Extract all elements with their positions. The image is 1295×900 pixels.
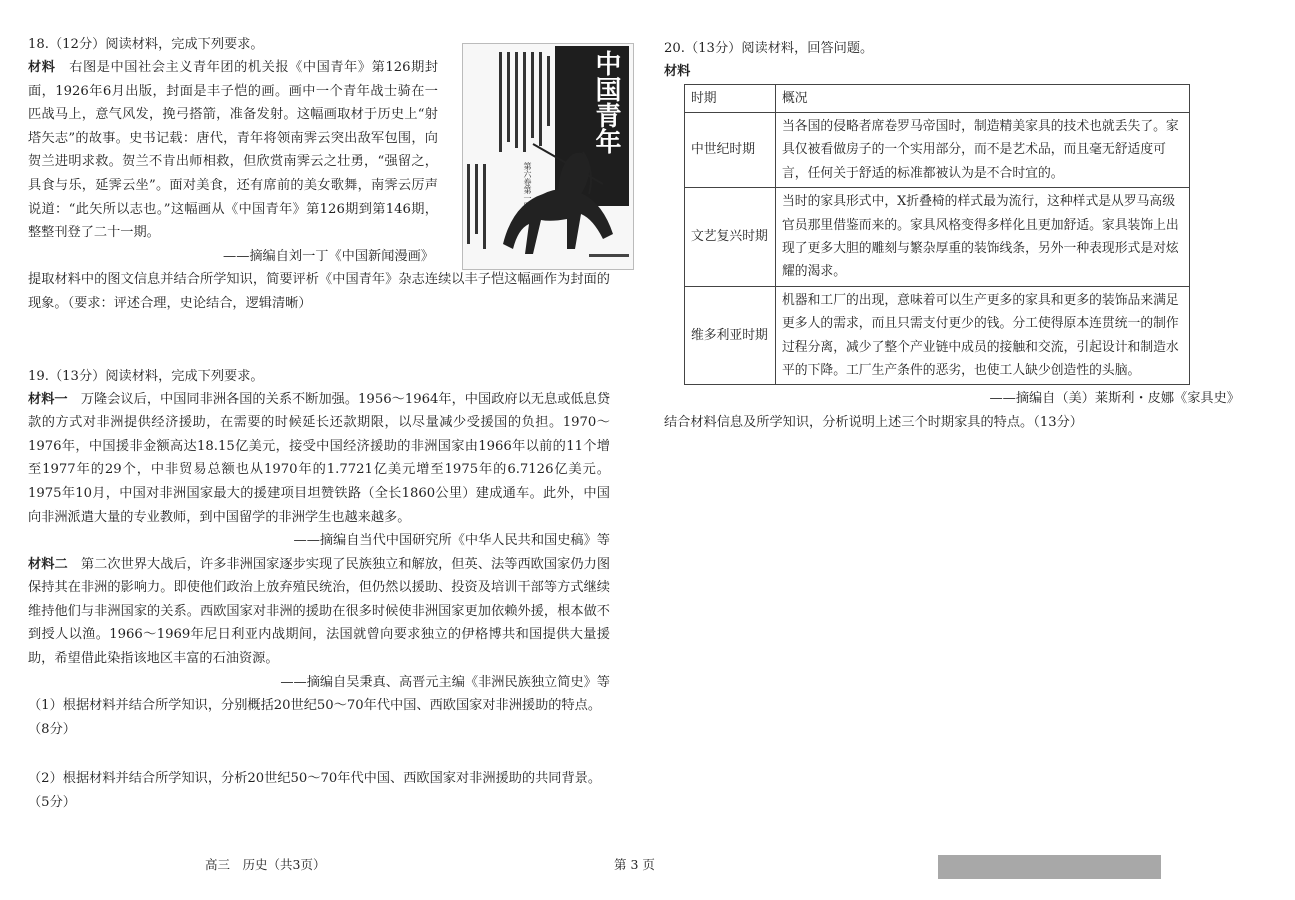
q19-m2-label: 材料二 [28, 556, 68, 572]
question-19 [28, 365, 610, 815]
q19-m2-body: 第二次世界大战后，许多非洲国家逐步实现了民族独立和解放，但英、法等西欧国家仍力图保持其在非洲的影响力。即使他们政治上放弃殖民统治，但仍然以援助、投资及培训干部等方式继续维持他们与非洲国家的关系。西欧国家对非洲的援助在很多时候使非洲国家更加依赖外援，根本做不到授人以渔。1966～1969年尼日利亚内战期间，法国就曾向要求独立的伊格博共和国提供大量援助，希望借此染指该地区丰富的石油资源。 [28, 556, 611, 667]
footer-subject: 高三 历史（共3页） [205, 857, 326, 872]
q19-material-2 [28, 553, 610, 671]
q18-material [28, 56, 438, 245]
q19-sub1-score: （8分） [28, 721, 76, 737]
table-cell-period: 维多利亚时期 [685, 286, 776, 385]
q18-task: 提取材料中的图文信息并结合所学知识，简要评析《中国青年》杂志连续以丰子恺这幅画作为封面的现象。（要求：评述合理，史论结合，逻辑清晰） [28, 272, 610, 311]
cover-issue: 第六卷第一號 [523, 162, 532, 210]
q18-heading: 18.（12分）阅读材料，完成下列要求。 [28, 37, 264, 52]
q18-material-body: 右图是中国社会主义青年团的机关报《中国青年》第126期封面，1926年6月出版，封面是丰子恺的画。画中一个青年战士骑在一匹战马上，意气风发，挽弓搭箭，准备发射。这幅画取材于历史上“射塔矢志”的故事。史书记载：唐代，青年将领南霁云突出敌军包围，向贺兰进明求救。贺兰不肯出师相救，但欣赏南霁云之壮勇，“强留之，具食与乐，延霁云坐”。面对美食，还有席前的美女歌舞，南霁云厉声说道：“此矢所以志也。”这幅画从《中国青年》第126期到第146期，整整刊登了二十一期。 [28, 60, 439, 241]
q19-m1-body: 万隆会议后，中国同非洲各国的关系不断加强。1956～1964年，中国政府以无息或低息贷款的方式对非洲提供经济援助，在需要的时候延长还款期限，以尽量减少受援国的负担。1970～1976年，中国援非金额高达18.15亿美元，接受中国经济援助的非洲国家由1966年以前的11个增至1977年的29个，中非贸易总额也从1970年的1.7721亿美元增至1975年的6.7126亿美元。1975年10月，中国对非洲国家最大的援建项目坦赞铁路（全长1860公里）建成通车。此外，中国向非洲派遣大量的专业教师，到中国留学的非洲学生也越来越多。 [28, 391, 611, 525]
q20-heading: 20.（13分）阅读材料，回答问题。 [664, 41, 874, 56]
table-row [685, 286, 1190, 385]
table-cell-period: 文艺复兴时期 [685, 188, 776, 287]
question-18 [28, 33, 621, 316]
q19-m1-label: 材料一 [28, 391, 68, 407]
q19-m2-source: ——摘编自吴秉真、高晋元主编《非洲民族独立简史》等 [280, 674, 610, 690]
magazine-cover-image [462, 43, 634, 270]
table-row [685, 113, 1190, 188]
q19-m1-source: ——摘编自当代中国研究所《中华人民共和国史稿》等 [293, 533, 610, 549]
table-row [685, 188, 1190, 287]
footer-page-number: 第 3 页 [614, 857, 655, 872]
table-header-row [685, 84, 1190, 112]
furniture-history-table [684, 84, 1190, 386]
q20-material-label: 材料 [664, 64, 691, 79]
q19-heading: 19.（13分）阅读材料，完成下列要求。 [28, 368, 264, 384]
cover-title: 中国青年 [591, 50, 621, 154]
table-header-period: 时期 [685, 84, 776, 112]
q19-material-1 [28, 388, 610, 530]
table-cell-desc: 机器和工厂的出现，意味着可以生产更多的家具和更多的装饰品来满足更多人的需求，而且只需支付更少的钱。分工使得原本连贯统一的制作过程分离，减少了整个产业链中成员的接触和交流，引起设计和制造水平的下降。工厂生产条件的恶劣，也使工人缺少创造性的头脑。 [776, 286, 1190, 385]
q18-material-label: 材料 [28, 60, 56, 75]
q18-source: ——摘编自刘一丁《中国新闻漫画》 [223, 248, 434, 264]
q19-sub1: （1）根据材料并结合所学知识，分别概括20世纪50～70年代中国、西欧国家对非洲援助的特点。 [28, 698, 602, 714]
q20-source: ——摘编自（美）莱斯利・皮娜《家具史》 [989, 391, 1240, 407]
q19-sub2: （2）根据材料并结合所学知识，分析20世纪50～70年代中国、西欧国家对非洲援助的共同背景。 [28, 771, 602, 787]
redaction-bar [938, 855, 1161, 879]
left-column [28, 33, 621, 815]
question-20 [664, 37, 1240, 435]
q19-sub2-score: （5分） [28, 795, 76, 811]
table-cell-desc: 当各国的侵略者席卷罗马帝国时，制造精美家具的技术也就丢失了。家具仅被看做房子的一个实用部分，而不是艺术品，而且毫无舒适度可言，任何关于舒适的标准都被认为是不合时宜的。 [776, 113, 1190, 188]
table-header-overview: 概况 [776, 84, 1190, 112]
table-cell-period: 中世纪时期 [685, 113, 776, 188]
table-cell-desc: 当时的家具形式中，X折叠椅的样式最为流行，这种样式是从罗马高级官员那里借鉴而来的。家具风格变得多样化且更加舒适。家具装饰上出现了更多大胆的雕刻与繁杂厚重的装饰线条，另外一种表现形式是对炫耀的渴求。 [776, 188, 1190, 287]
q20-task: 结合材料信息及所学知识，分析说明上述三个时期家具的特点。（13分） [664, 415, 1083, 431]
